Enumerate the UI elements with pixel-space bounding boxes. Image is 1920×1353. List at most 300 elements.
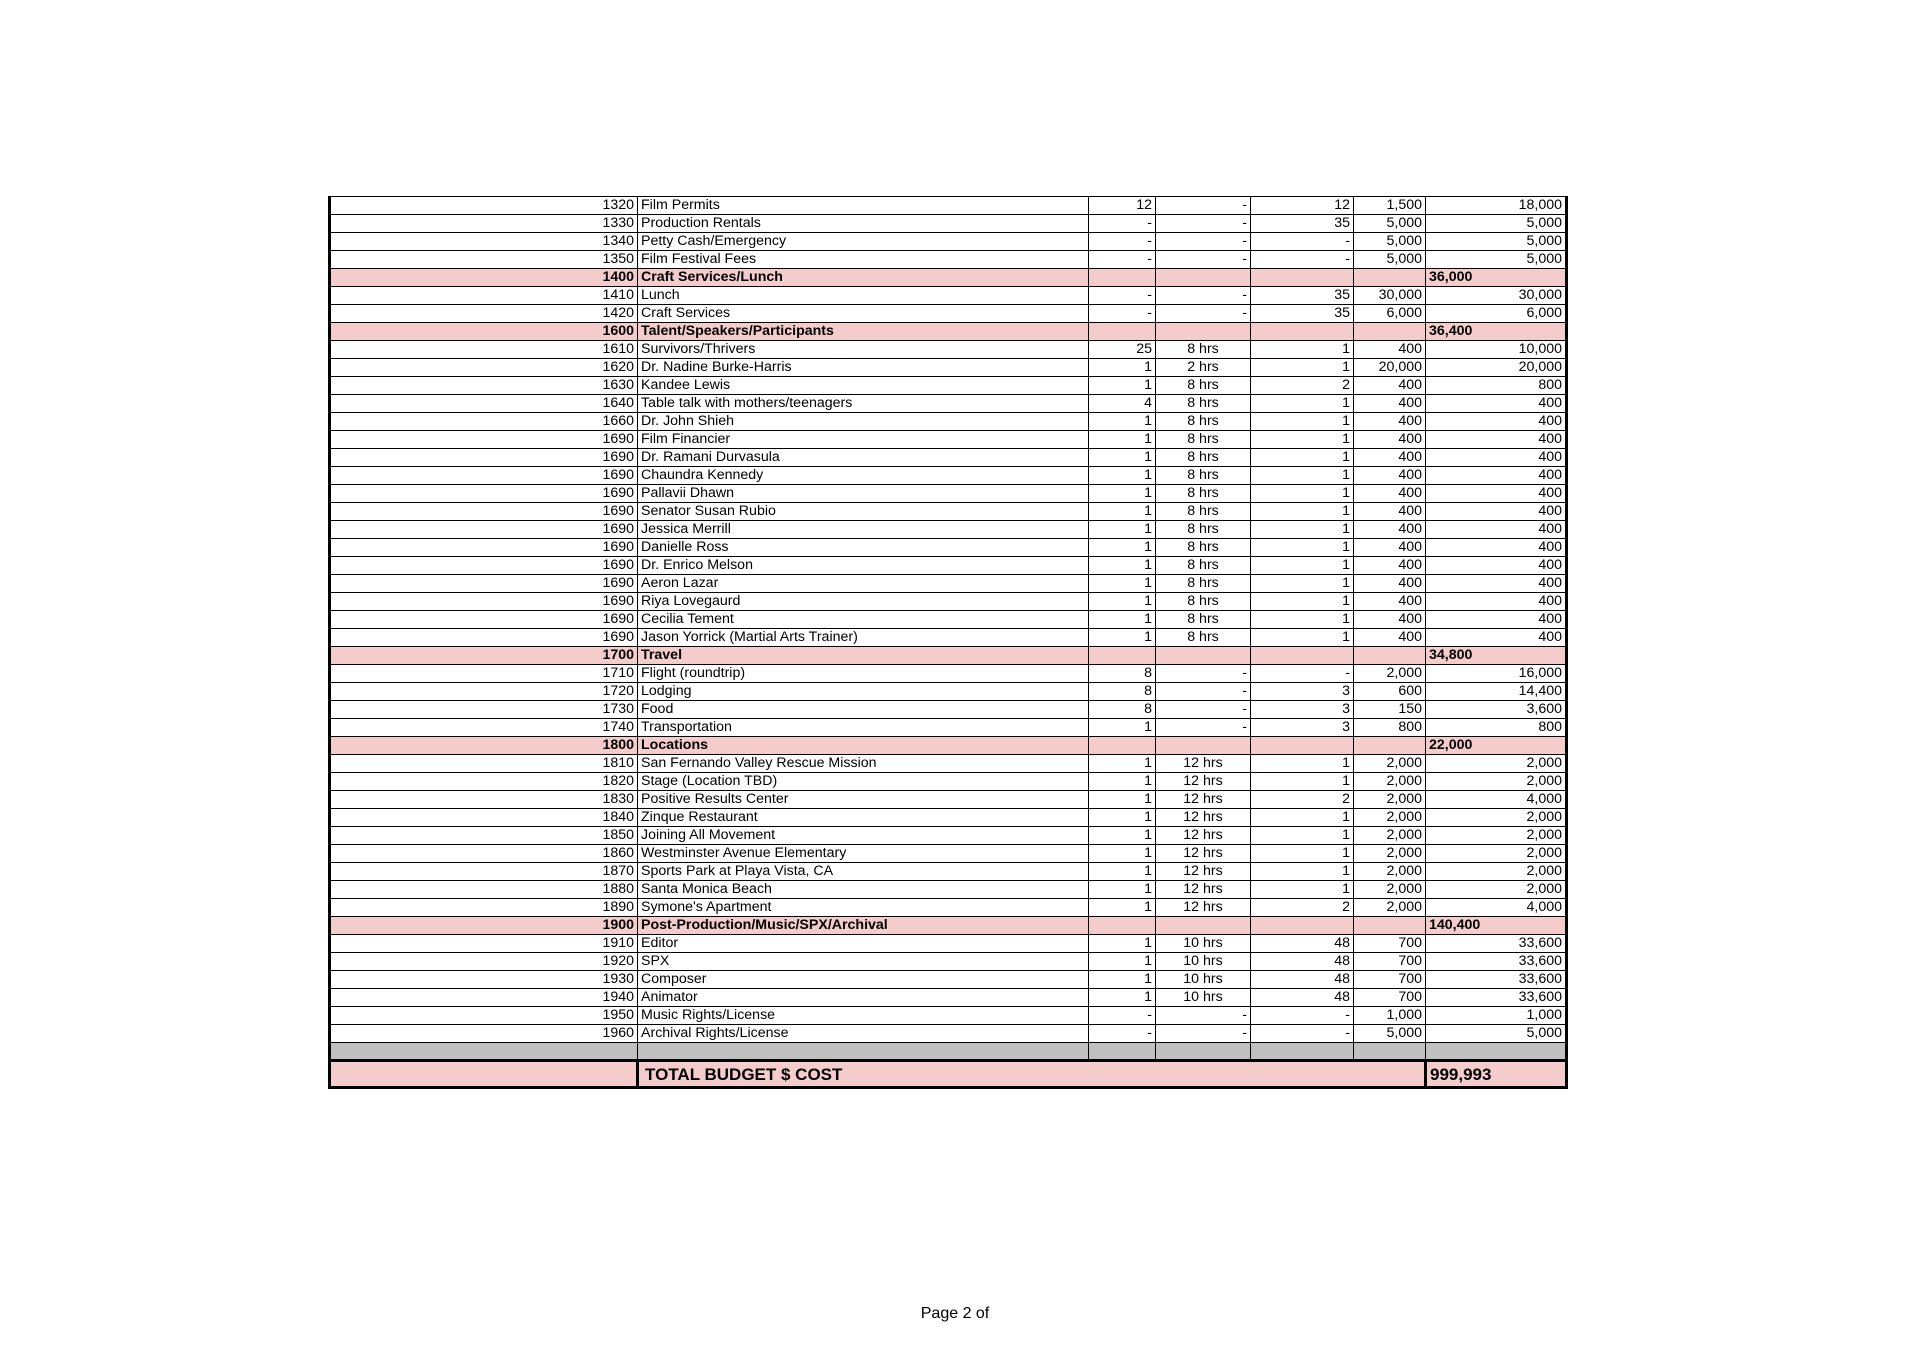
account-code: 1690 <box>330 503 638 521</box>
line-item-row <box>330 1025 1567 1043</box>
item-total: 400 <box>1426 431 1567 449</box>
line-item-row <box>330 197 1567 215</box>
item-time: - <box>1156 197 1251 215</box>
item-total: 2,000 <box>1426 809 1567 827</box>
item-description: Jason Yorrick (Martial Arts Trainer) <box>638 629 1089 647</box>
item-rate: 400 <box>1354 395 1426 413</box>
item-description: Archival Rights/License <box>638 1025 1089 1043</box>
item-time: 12 hrs <box>1156 791 1251 809</box>
item-total: 33,600 <box>1426 989 1567 1007</box>
item-time: 8 hrs <box>1156 341 1251 359</box>
category-subtotal: 140,400 <box>1426 917 1567 935</box>
account-code: 1900 <box>330 917 638 935</box>
account-code: 1700 <box>330 647 638 665</box>
line-item-row <box>330 539 1567 557</box>
account-code: 1840 <box>330 809 638 827</box>
item-description: Aeron Lazar <box>638 575 1089 593</box>
item-units: 2 <box>1251 791 1354 809</box>
item-total: 3,600 <box>1426 701 1567 719</box>
account-code: 1340 <box>330 233 638 251</box>
item-rate: 700 <box>1354 989 1426 1007</box>
empty-cell <box>1156 323 1251 341</box>
item-total: 33,600 <box>1426 953 1567 971</box>
category-row <box>330 917 1567 935</box>
item-time: 12 hrs <box>1156 845 1251 863</box>
item-total: 2,000 <box>1426 881 1567 899</box>
item-rate: 700 <box>1354 953 1426 971</box>
empty-cell <box>1354 269 1426 287</box>
empty-cell <box>1089 737 1156 755</box>
item-quantity: 1 <box>1089 989 1156 1007</box>
item-total: 2,000 <box>1426 755 1567 773</box>
item-units: 1 <box>1251 521 1354 539</box>
item-quantity: 1 <box>1089 935 1156 953</box>
item-time: - <box>1156 719 1251 737</box>
item-rate: 400 <box>1354 503 1426 521</box>
item-rate: 400 <box>1354 629 1426 647</box>
category-row <box>330 269 1567 287</box>
item-total: 33,600 <box>1426 935 1567 953</box>
empty-cell <box>1354 737 1426 755</box>
item-quantity: 25 <box>1089 341 1156 359</box>
item-rate: 1,000 <box>1354 1007 1426 1025</box>
item-time: 12 hrs <box>1156 809 1251 827</box>
item-time: 12 hrs <box>1156 863 1251 881</box>
line-item-row <box>330 629 1567 647</box>
empty-cell <box>1251 269 1354 287</box>
item-units: 1 <box>1251 809 1354 827</box>
item-description: Symone's Apartment <box>638 899 1089 917</box>
line-item-row <box>330 305 1567 323</box>
item-total: 400 <box>1426 611 1567 629</box>
account-code: 1860 <box>330 845 638 863</box>
item-total: 400 <box>1426 395 1567 413</box>
line-item-row <box>330 827 1567 845</box>
item-total: 400 <box>1426 413 1567 431</box>
item-total: 2,000 <box>1426 827 1567 845</box>
item-description: SPX <box>638 953 1089 971</box>
account-code: 1920 <box>330 953 638 971</box>
account-code: 1320 <box>330 197 638 215</box>
item-description: Chaundra Kennedy <box>638 467 1089 485</box>
item-total: 10,000 <box>1426 341 1567 359</box>
item-time: - <box>1156 1025 1251 1043</box>
line-item-row <box>330 575 1567 593</box>
item-rate: 400 <box>1354 575 1426 593</box>
line-item-row <box>330 215 1567 233</box>
item-description: Jessica Merrill <box>638 521 1089 539</box>
item-description: Dr. Ramani Durvasula <box>638 449 1089 467</box>
item-rate: 400 <box>1354 521 1426 539</box>
item-description: Dr. Enrico Melson <box>638 557 1089 575</box>
category-subtotal: 36,000 <box>1426 269 1567 287</box>
item-units: 1 <box>1251 575 1354 593</box>
item-quantity: 1 <box>1089 971 1156 989</box>
line-item-row <box>330 341 1567 359</box>
account-code: 1890 <box>330 899 638 917</box>
item-rate: 600 <box>1354 683 1426 701</box>
line-item-row <box>330 503 1567 521</box>
item-rate: 5,000 <box>1354 1025 1426 1043</box>
account-code: 1600 <box>330 323 638 341</box>
item-quantity: 1 <box>1089 539 1156 557</box>
item-time: 8 hrs <box>1156 575 1251 593</box>
item-quantity: - <box>1089 251 1156 269</box>
item-rate: 400 <box>1354 449 1426 467</box>
item-quantity: - <box>1089 287 1156 305</box>
item-description: Animator <box>638 989 1089 1007</box>
line-item-row <box>330 863 1567 881</box>
line-item-row <box>330 935 1567 953</box>
item-time: - <box>1156 665 1251 683</box>
line-item-row <box>330 395 1567 413</box>
item-time: 8 hrs <box>1156 503 1251 521</box>
line-item-row <box>330 251 1567 269</box>
account-code: 1690 <box>330 611 638 629</box>
item-time: 12 hrs <box>1156 899 1251 917</box>
account-code: 1690 <box>330 521 638 539</box>
account-code: 1690 <box>330 593 638 611</box>
category-subtotal: 36,400 <box>1426 323 1567 341</box>
item-description: Music Rights/License <box>638 1007 1089 1025</box>
line-item-row <box>330 665 1567 683</box>
item-units: 3 <box>1251 719 1354 737</box>
category-subtotal: 34,800 <box>1426 647 1567 665</box>
account-code: 1740 <box>330 719 638 737</box>
item-time: 8 hrs <box>1156 467 1251 485</box>
item-total: 2,000 <box>1426 845 1567 863</box>
empty-cell <box>1089 269 1156 287</box>
item-quantity: 1 <box>1089 881 1156 899</box>
item-time: 10 hrs <box>1156 989 1251 1007</box>
page-number: Page 2 of <box>920 1305 990 1322</box>
item-description: Table talk with mothers/teenagers <box>638 395 1089 413</box>
item-time: - <box>1156 233 1251 251</box>
item-description: Flight (roundtrip) <box>638 665 1089 683</box>
item-time: - <box>1156 215 1251 233</box>
account-code: 1720 <box>330 683 638 701</box>
spacer-cell <box>1251 1043 1354 1061</box>
line-item-row <box>330 449 1567 467</box>
item-description: Film Permits <box>638 197 1089 215</box>
item-units: 1 <box>1251 395 1354 413</box>
item-description: Transportation <box>638 719 1089 737</box>
item-quantity: - <box>1089 305 1156 323</box>
line-item-row <box>330 989 1567 1007</box>
item-total: 30,000 <box>1426 287 1567 305</box>
account-code: 1850 <box>330 827 638 845</box>
empty-cell <box>1156 917 1251 935</box>
empty-cell <box>1251 647 1354 665</box>
item-time: 12 hrs <box>1156 881 1251 899</box>
item-quantity: 1 <box>1089 809 1156 827</box>
item-quantity: - <box>1089 215 1156 233</box>
item-description: Film Financier <box>638 431 1089 449</box>
item-units: 35 <box>1251 287 1354 305</box>
item-units: 2 <box>1251 899 1354 917</box>
account-code: 1420 <box>330 305 638 323</box>
item-rate: 700 <box>1354 935 1426 953</box>
item-description: Lunch <box>638 287 1089 305</box>
account-code: 1620 <box>330 359 638 377</box>
line-item-row <box>330 521 1567 539</box>
item-rate: 5,000 <box>1354 251 1426 269</box>
account-code: 1690 <box>330 485 638 503</box>
empty-cell <box>1251 737 1354 755</box>
line-item-row <box>330 557 1567 575</box>
item-time: 10 hrs <box>1156 953 1251 971</box>
line-item-row <box>330 899 1567 917</box>
item-units: - <box>1251 233 1354 251</box>
item-units: 1 <box>1251 863 1354 881</box>
item-units: 48 <box>1251 989 1354 1007</box>
empty-cell <box>1156 737 1251 755</box>
item-quantity: 1 <box>1089 431 1156 449</box>
empty-cell <box>1089 647 1156 665</box>
category-name: Craft Services/Lunch <box>638 269 1089 287</box>
item-time: 8 hrs <box>1156 449 1251 467</box>
item-quantity: 8 <box>1089 665 1156 683</box>
account-code: 1640 <box>330 395 638 413</box>
account-code: 1690 <box>330 557 638 575</box>
item-units: 1 <box>1251 431 1354 449</box>
item-quantity: - <box>1089 1007 1156 1025</box>
spacer-row <box>330 1043 1567 1061</box>
item-time: - <box>1156 251 1251 269</box>
item-quantity: 8 <box>1089 683 1156 701</box>
item-units: 1 <box>1251 827 1354 845</box>
item-rate: 2,000 <box>1354 755 1426 773</box>
account-code: 1410 <box>330 287 638 305</box>
item-quantity: 1 <box>1089 521 1156 539</box>
item-total: 33,600 <box>1426 971 1567 989</box>
item-total: 16,000 <box>1426 665 1567 683</box>
item-time: 12 hrs <box>1156 773 1251 791</box>
item-rate: 2,000 <box>1354 899 1426 917</box>
line-item-row <box>330 791 1567 809</box>
item-total: 400 <box>1426 449 1567 467</box>
item-description: Survivors/Thrivers <box>638 341 1089 359</box>
item-quantity: 12 <box>1089 197 1156 215</box>
item-description: Santa Monica Beach <box>638 881 1089 899</box>
item-description: Stage (Location TBD) <box>638 773 1089 791</box>
item-description: San Fernando Valley Rescue Mission <box>638 755 1089 773</box>
item-quantity: 1 <box>1089 449 1156 467</box>
item-rate: 2,000 <box>1354 827 1426 845</box>
account-code: 1610 <box>330 341 638 359</box>
account-code: 1880 <box>330 881 638 899</box>
account-code: 1810 <box>330 755 638 773</box>
item-quantity: 1 <box>1089 611 1156 629</box>
total-value: 999,993 <box>1426 1061 1567 1088</box>
item-rate: 6,000 <box>1354 305 1426 323</box>
line-item-row <box>330 287 1567 305</box>
item-total: 20,000 <box>1426 359 1567 377</box>
item-units: 1 <box>1251 467 1354 485</box>
item-description: Sports Park at Playa Vista, CA <box>638 863 1089 881</box>
item-quantity: 1 <box>1089 467 1156 485</box>
total-row <box>330 1061 1567 1088</box>
item-time: - <box>1156 305 1251 323</box>
account-code: 1690 <box>330 575 638 593</box>
account-code: 1930 <box>330 971 638 989</box>
item-quantity: - <box>1089 1025 1156 1043</box>
item-quantity: 1 <box>1089 557 1156 575</box>
account-code: 1400 <box>330 269 638 287</box>
item-rate: 5,000 <box>1354 233 1426 251</box>
item-time: 8 hrs <box>1156 485 1251 503</box>
item-total: 5,000 <box>1426 251 1567 269</box>
account-code: 1350 <box>330 251 638 269</box>
item-quantity: 1 <box>1089 359 1156 377</box>
account-code: 1330 <box>330 215 638 233</box>
item-rate: 400 <box>1354 341 1426 359</box>
item-quantity: - <box>1089 233 1156 251</box>
total-label: TOTAL BUDGET $ COST <box>638 1061 1426 1088</box>
item-units: 1 <box>1251 881 1354 899</box>
item-quantity: 1 <box>1089 899 1156 917</box>
item-rate: 2,000 <box>1354 791 1426 809</box>
item-quantity: 1 <box>1089 827 1156 845</box>
spacer-cell <box>1089 1043 1156 1061</box>
item-description: Dr. Nadine Burke-Harris <box>638 359 1089 377</box>
line-item-row <box>330 467 1567 485</box>
line-item-row <box>330 701 1567 719</box>
item-quantity: 1 <box>1089 593 1156 611</box>
item-description: Danielle Ross <box>638 539 1089 557</box>
item-time: 10 hrs <box>1156 935 1251 953</box>
item-time: 8 hrs <box>1156 557 1251 575</box>
line-item-row <box>330 611 1567 629</box>
item-total: 400 <box>1426 485 1567 503</box>
item-rate: 2,000 <box>1354 881 1426 899</box>
item-time: 8 hrs <box>1156 431 1251 449</box>
item-description: Lodging <box>638 683 1089 701</box>
category-row <box>330 647 1567 665</box>
item-units: 1 <box>1251 557 1354 575</box>
line-item-row <box>330 377 1567 395</box>
item-rate: 2,000 <box>1354 773 1426 791</box>
budget-table-body <box>330 197 1567 1043</box>
item-units: 1 <box>1251 611 1354 629</box>
item-quantity: 1 <box>1089 413 1156 431</box>
item-time: 12 hrs <box>1156 755 1251 773</box>
account-code: 1690 <box>330 629 638 647</box>
line-item-row <box>330 1007 1567 1025</box>
item-rate: 400 <box>1354 377 1426 395</box>
item-rate: 30,000 <box>1354 287 1426 305</box>
item-quantity: 1 <box>1089 485 1156 503</box>
item-units: 1 <box>1251 539 1354 557</box>
account-code: 1660 <box>330 413 638 431</box>
item-rate: 400 <box>1354 539 1426 557</box>
item-total: 5,000 <box>1426 215 1567 233</box>
account-code: 1820 <box>330 773 638 791</box>
category-row <box>330 737 1567 755</box>
line-item-row <box>330 971 1567 989</box>
item-description: Composer <box>638 971 1089 989</box>
item-units: 1 <box>1251 629 1354 647</box>
item-units: 1 <box>1251 485 1354 503</box>
item-rate: 400 <box>1354 413 1426 431</box>
item-units: 1 <box>1251 359 1354 377</box>
item-quantity: 4 <box>1089 395 1156 413</box>
item-quantity: 1 <box>1089 629 1156 647</box>
item-total: 400 <box>1426 557 1567 575</box>
empty-cell <box>1354 323 1426 341</box>
line-item-row <box>330 773 1567 791</box>
item-total: 1,000 <box>1426 1007 1567 1025</box>
item-description: Senator Susan Rubio <box>638 503 1089 521</box>
empty-cell <box>1354 917 1426 935</box>
account-code: 1950 <box>330 1007 638 1025</box>
category-name: Travel <box>638 647 1089 665</box>
item-total: 5,000 <box>1426 233 1567 251</box>
item-description: Dr. John Shieh <box>638 413 1089 431</box>
item-total: 4,000 <box>1426 791 1567 809</box>
empty-cell <box>1156 269 1251 287</box>
item-units: 3 <box>1251 683 1354 701</box>
account-code: 1910 <box>330 935 638 953</box>
spacer-cell <box>638 1043 1089 1061</box>
item-rate: 400 <box>1354 593 1426 611</box>
account-code: 1690 <box>330 467 638 485</box>
item-quantity: 1 <box>1089 719 1156 737</box>
item-quantity: 1 <box>1089 845 1156 863</box>
item-description: Pallavii Dhawn <box>638 485 1089 503</box>
item-rate: 700 <box>1354 971 1426 989</box>
account-code: 1690 <box>330 539 638 557</box>
item-time: - <box>1156 683 1251 701</box>
item-units: 1 <box>1251 593 1354 611</box>
line-item-row <box>330 683 1567 701</box>
item-rate: 1,500 <box>1354 197 1426 215</box>
item-quantity: 1 <box>1089 755 1156 773</box>
item-quantity: 1 <box>1089 863 1156 881</box>
item-description: Kandee Lewis <box>638 377 1089 395</box>
item-quantity: 8 <box>1089 701 1156 719</box>
empty-cell <box>1089 323 1156 341</box>
category-name: Locations <box>638 737 1089 755</box>
item-units: 1 <box>1251 755 1354 773</box>
item-total: 400 <box>1426 539 1567 557</box>
spacer-cell <box>1156 1043 1251 1061</box>
account-code: 1960 <box>330 1025 638 1043</box>
empty-cell <box>1156 647 1251 665</box>
item-total: 2,000 <box>1426 863 1567 881</box>
line-item-row <box>330 359 1567 377</box>
item-time: 8 hrs <box>1156 413 1251 431</box>
category-subtotal: 22,000 <box>1426 737 1567 755</box>
item-time: 8 hrs <box>1156 395 1251 413</box>
item-units: 1 <box>1251 341 1354 359</box>
account-code: 1690 <box>330 449 638 467</box>
account-code: 1870 <box>330 863 638 881</box>
item-rate: 5,000 <box>1354 215 1426 233</box>
line-item-row <box>330 233 1567 251</box>
item-description: Westminster Avenue Elementary <box>638 845 1089 863</box>
item-units: 12 <box>1251 197 1354 215</box>
line-item-row <box>330 845 1567 863</box>
item-rate: 2,000 <box>1354 845 1426 863</box>
item-total: 18,000 <box>1426 197 1567 215</box>
empty-cell <box>1089 917 1156 935</box>
item-time: - <box>1156 701 1251 719</box>
spacer-cell <box>1426 1043 1567 1061</box>
item-description: Film Festival Fees <box>638 251 1089 269</box>
item-units: 35 <box>1251 215 1354 233</box>
item-quantity: 1 <box>1089 377 1156 395</box>
